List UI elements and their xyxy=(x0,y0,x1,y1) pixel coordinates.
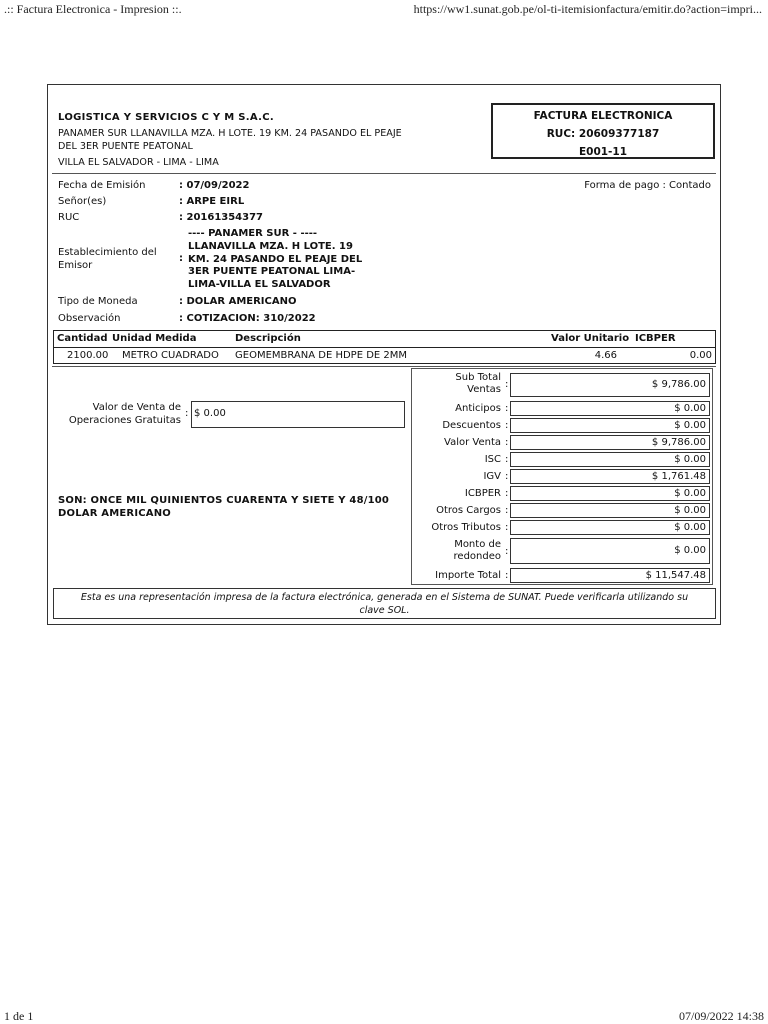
total-row-anticipos xyxy=(412,401,712,417)
establecimiento-label-line-1: Establecimiento del xyxy=(58,247,157,258)
total-value: $ 0.00 xyxy=(510,401,710,416)
total-value: $ 0.00 xyxy=(510,452,710,467)
total-row-icbper xyxy=(412,486,712,502)
total-label: ICBPER xyxy=(464,488,501,499)
row-descripcion: GEOMEMBRANA DE HDPE DE 2MM xyxy=(235,350,408,361)
total-label xyxy=(454,539,501,563)
invoice-document xyxy=(47,84,721,625)
observacion-value: : COTIZACION: 310/2022 xyxy=(179,313,316,324)
row-cantidad: 2100.00 xyxy=(67,350,109,361)
total-label: IGV xyxy=(483,471,501,482)
establecimiento-line-4: 3ER PUENTE PEATONAL LIMA- xyxy=(188,266,356,278)
total-label: Otros Tributos xyxy=(431,522,501,533)
header-icbper: ICBPER xyxy=(635,333,676,344)
legal-note xyxy=(53,588,716,619)
total-colon: : xyxy=(505,505,509,516)
items-table xyxy=(53,330,716,364)
total-row-importe-total xyxy=(412,568,712,584)
items-header-row xyxy=(54,331,715,348)
divider xyxy=(52,173,716,174)
total-row-valor-venta xyxy=(412,435,712,451)
total-value: $ 9,786.00 xyxy=(510,435,710,450)
total-value: $ 0.00 xyxy=(510,503,710,518)
gratuitas-label xyxy=(58,402,181,427)
legal-note-line-2: clave SOL. xyxy=(359,605,410,616)
total-label: Descuentos xyxy=(442,420,501,431)
gratuitas-label-line-2: Operaciones Gratuitas xyxy=(68,414,181,426)
total-value: $ 0.00 xyxy=(510,520,710,535)
total-value: $ 0.00 xyxy=(510,538,710,564)
invoice-ruc: RUC: 20609377187 xyxy=(546,128,660,140)
total-row-otros-tributos xyxy=(412,520,712,536)
row-icbper: 0.00 xyxy=(689,350,712,361)
total-colon: : xyxy=(505,437,509,448)
emisor-address-line-1: PANAMER SUR LLANAVILLA MZA. H LOTE. 19 KM. 24 PASANDO EL PEAJE xyxy=(58,128,402,139)
row-valor-unitario: 4.66 xyxy=(594,350,617,361)
total-colon: : xyxy=(505,454,509,465)
total-colon: : xyxy=(505,546,509,557)
total-colon: : xyxy=(505,420,509,431)
emisor-address-line-2: DEL 3ER PUENTE PEATONAL xyxy=(58,141,193,152)
total-colon: : xyxy=(505,522,509,533)
total-colon: : xyxy=(505,379,509,390)
header-unidad-medida: Unidad Medida xyxy=(112,333,197,344)
establecimiento-address xyxy=(188,228,362,292)
amount-in-words xyxy=(58,495,389,520)
invoice-type: FACTURA ELECTRONICA xyxy=(533,110,673,122)
header-valor-unitario: Valor Unitario xyxy=(551,333,630,344)
emisor-name: LOGISTICA Y SERVICIOS C Y M S.A.C. xyxy=(58,112,274,123)
legal-note-line-1: Esta es una representación impresa de la factura electrónica, generada en el Sistema de SUNAT. Puede verificarla utilizando su xyxy=(80,592,689,603)
ruc-label: RUC xyxy=(58,212,80,223)
amount-in-words-line-2: DOLAR AMERICANO xyxy=(58,507,171,519)
total-label-line-2: redondeo xyxy=(453,551,501,562)
gratuitas-colon: : xyxy=(185,408,189,419)
invoice-id-box xyxy=(491,103,715,159)
establecimiento-label xyxy=(58,247,157,271)
total-label xyxy=(455,372,501,396)
total-label-line-1: Sub Total xyxy=(455,372,501,383)
total-value: $ 11,547.48 xyxy=(510,568,710,583)
total-label-line-2: Ventas xyxy=(467,384,501,395)
total-value: $ 0.00 xyxy=(510,418,710,433)
total-label: Otros Cargos xyxy=(436,505,501,516)
gratuitas-label-line-1: Valor de Venta de xyxy=(92,402,181,413)
divider xyxy=(52,366,716,367)
establecimiento-label-line-2: Emisor xyxy=(58,260,93,271)
senor-value: : ARPE EIRL xyxy=(179,196,245,207)
fecha-value: : 07/09/2022 xyxy=(179,180,250,191)
totals-panel xyxy=(411,368,713,585)
invoice-number: E001-11 xyxy=(578,146,628,158)
total-colon: : xyxy=(505,471,509,482)
total-row-descuentos xyxy=(412,418,712,434)
emisor-address-line-3: VILLA EL SALVADOR - LIMA - LIMA xyxy=(58,157,219,168)
total-label: Importe Total xyxy=(435,570,501,581)
total-row-redondeo xyxy=(412,537,712,567)
moneda-value: : DOLAR AMERICANO xyxy=(179,296,297,307)
total-label: ISC xyxy=(484,454,501,465)
total-label: Valor Venta xyxy=(444,437,501,448)
header-descripcion: Descripción xyxy=(235,333,301,344)
establecimiento-colon: : xyxy=(179,253,183,264)
total-label-line-1: Monto de xyxy=(454,539,501,550)
total-value: $ 1,761.48 xyxy=(510,469,710,484)
print-page-title: .:: Factura Electronica - Impresion ::. xyxy=(4,2,182,16)
total-value: $ 9,786.00 xyxy=(510,373,710,397)
ruc-value: : 20161354377 xyxy=(179,212,264,223)
establecimiento-line-3: KM. 24 PASANDO EL PEAJE DEL xyxy=(188,253,363,265)
total-value: $ 0.00 xyxy=(510,486,710,501)
total-colon: : xyxy=(505,403,509,414)
table-row xyxy=(54,348,715,364)
total-row-otros-cargos xyxy=(412,503,712,519)
observacion-label: Observación xyxy=(58,313,121,324)
amount-in-words-line-1: SON: ONCE MIL QUINIENTOS CUARENTA Y SIETE Y 48/100 xyxy=(58,495,390,506)
establecimiento-line-5: LIMA-VILLA EL SALVADOR xyxy=(188,279,331,291)
forma-pago: Forma de pago : Contado xyxy=(584,180,711,191)
header-cantidad: Cantidad xyxy=(57,333,108,344)
total-row-igv xyxy=(412,469,712,485)
senor-label: Señor(es) xyxy=(58,196,107,207)
fecha-label: Fecha de Emisión xyxy=(58,180,146,191)
print-datetime: 07/09/2022 14:38 xyxy=(678,1009,764,1023)
total-colon: : xyxy=(505,488,509,499)
print-page-count: 1 de 1 xyxy=(4,1009,34,1023)
print-url: https://ww1.sunat.gob.pe/ol-ti-itemisionfactura/emitir.do?action=impri... xyxy=(413,2,762,16)
row-unidad-medida: METRO CUADRADO xyxy=(122,350,219,361)
total-row-sub-total xyxy=(412,371,712,399)
establecimiento-line-1: ---- PANAMER SUR - ---- xyxy=(188,228,318,239)
total-row-isc xyxy=(412,452,712,468)
total-label: Anticipos xyxy=(455,403,501,414)
establecimiento-line-2: LLANAVILLA MZA. H LOTE. 19 xyxy=(188,240,353,252)
moneda-label: Tipo de Moneda xyxy=(58,296,138,307)
total-colon: : xyxy=(505,570,509,581)
gratuitas-value: $ 0.00 xyxy=(191,401,405,428)
